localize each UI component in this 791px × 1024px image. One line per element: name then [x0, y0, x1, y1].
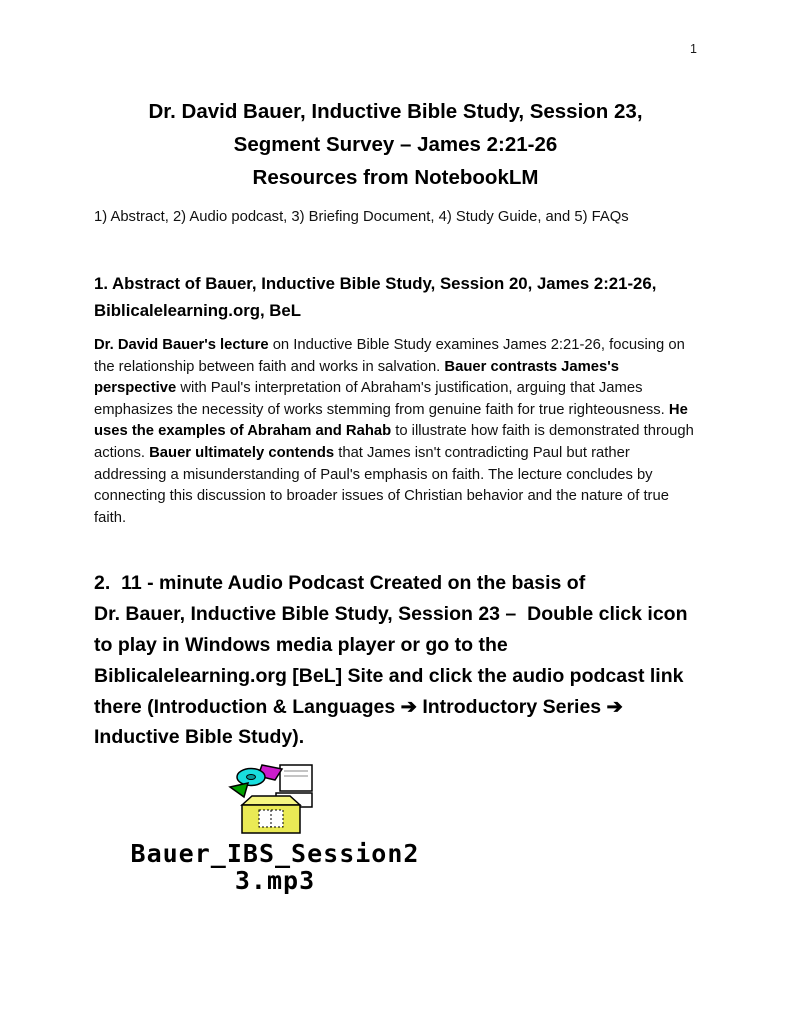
podcast-heading-line-6: Inductive Bible Study). [94, 726, 305, 749]
abstract-text-segment: Bauer contrasts James's perspective [94, 358, 624, 397]
audio-podcast-object [94, 763, 456, 894]
podcast-heading-line-2: Dr. Bauer, Inductive Bible Study, Session 23 – Double click icon [94, 603, 688, 626]
podcast-heading-line-3: to play in Windows media player or go to the [94, 633, 508, 656]
document-title-line-2: Segment Survey – James 2:21-26 [233, 133, 558, 156]
podcast-heading-line-5: there (Introduction & Languages ➔ Introductory Series ➔ [94, 695, 623, 718]
audio-file-name-line-2: 3.mp3 [234, 866, 316, 896]
podcast-heading-line-1: 2. 11 - minute Audio Podcast Created on the basis of [94, 572, 586, 595]
abstract-text-segment: that James isn't contradicting Paul but rather addressing a misunderstanding of Paul's emphasis on faith. The lecture concludes by connecting this discussion to broader issues of Christian behavior and the nature of true faith. [94, 444, 674, 526]
document-title-line-1: Dr. David Bauer, Inductive Bible Study, Session 23, [148, 100, 643, 123]
audio-file-name-line-1: Bauer_IBS_Session2 [130, 839, 420, 869]
podcast-section-heading [94, 568, 697, 753]
abstract-text-segment: Dr. David Bauer's lecture [94, 337, 269, 353]
abstract-text-segment: Bauer ultimately contends [149, 444, 335, 461]
abstract-paragraph [94, 335, 697, 529]
abstract-text-segment: on Inductive Bible Study examines James 2:21-26, focusing on the relationship between faith and works in salvation. [94, 337, 689, 375]
abstract-text-segment: He uses the examples of Abraham and Rahab [94, 401, 692, 440]
package-icon-graphic [218, 763, 332, 835]
page-number: 1 [690, 42, 697, 56]
audio-package-icon[interactable] [218, 763, 332, 835]
document-title [94, 95, 697, 194]
resources-list-line: 1) Abstract, 2) Audio podcast, 3) Briefing Document, 4) Study Guide, and 5) FAQs [94, 209, 629, 225]
abstract-text-segment: with Paul's interpretation of Abraham's justification, arguing that James emphasizes the necessity of works stemming from genuine faith for true righteousness. [94, 380, 669, 418]
abstract-text-segment: to illustrate how faith is demonstrated through actions. [94, 423, 698, 461]
audio-file-name [94, 840, 456, 894]
document-title-line-3: Resources from NotebookLM [252, 166, 539, 189]
podcast-heading-line-4: Biblicalelearning.org [BeL] Site and click the audio podcast link [94, 664, 684, 687]
abstract-section-heading: 1. Abstract of Bauer, Inductive Bible Study, Session 20, James 2:21-26, Biblicalelearning.org, BeL [94, 274, 657, 320]
